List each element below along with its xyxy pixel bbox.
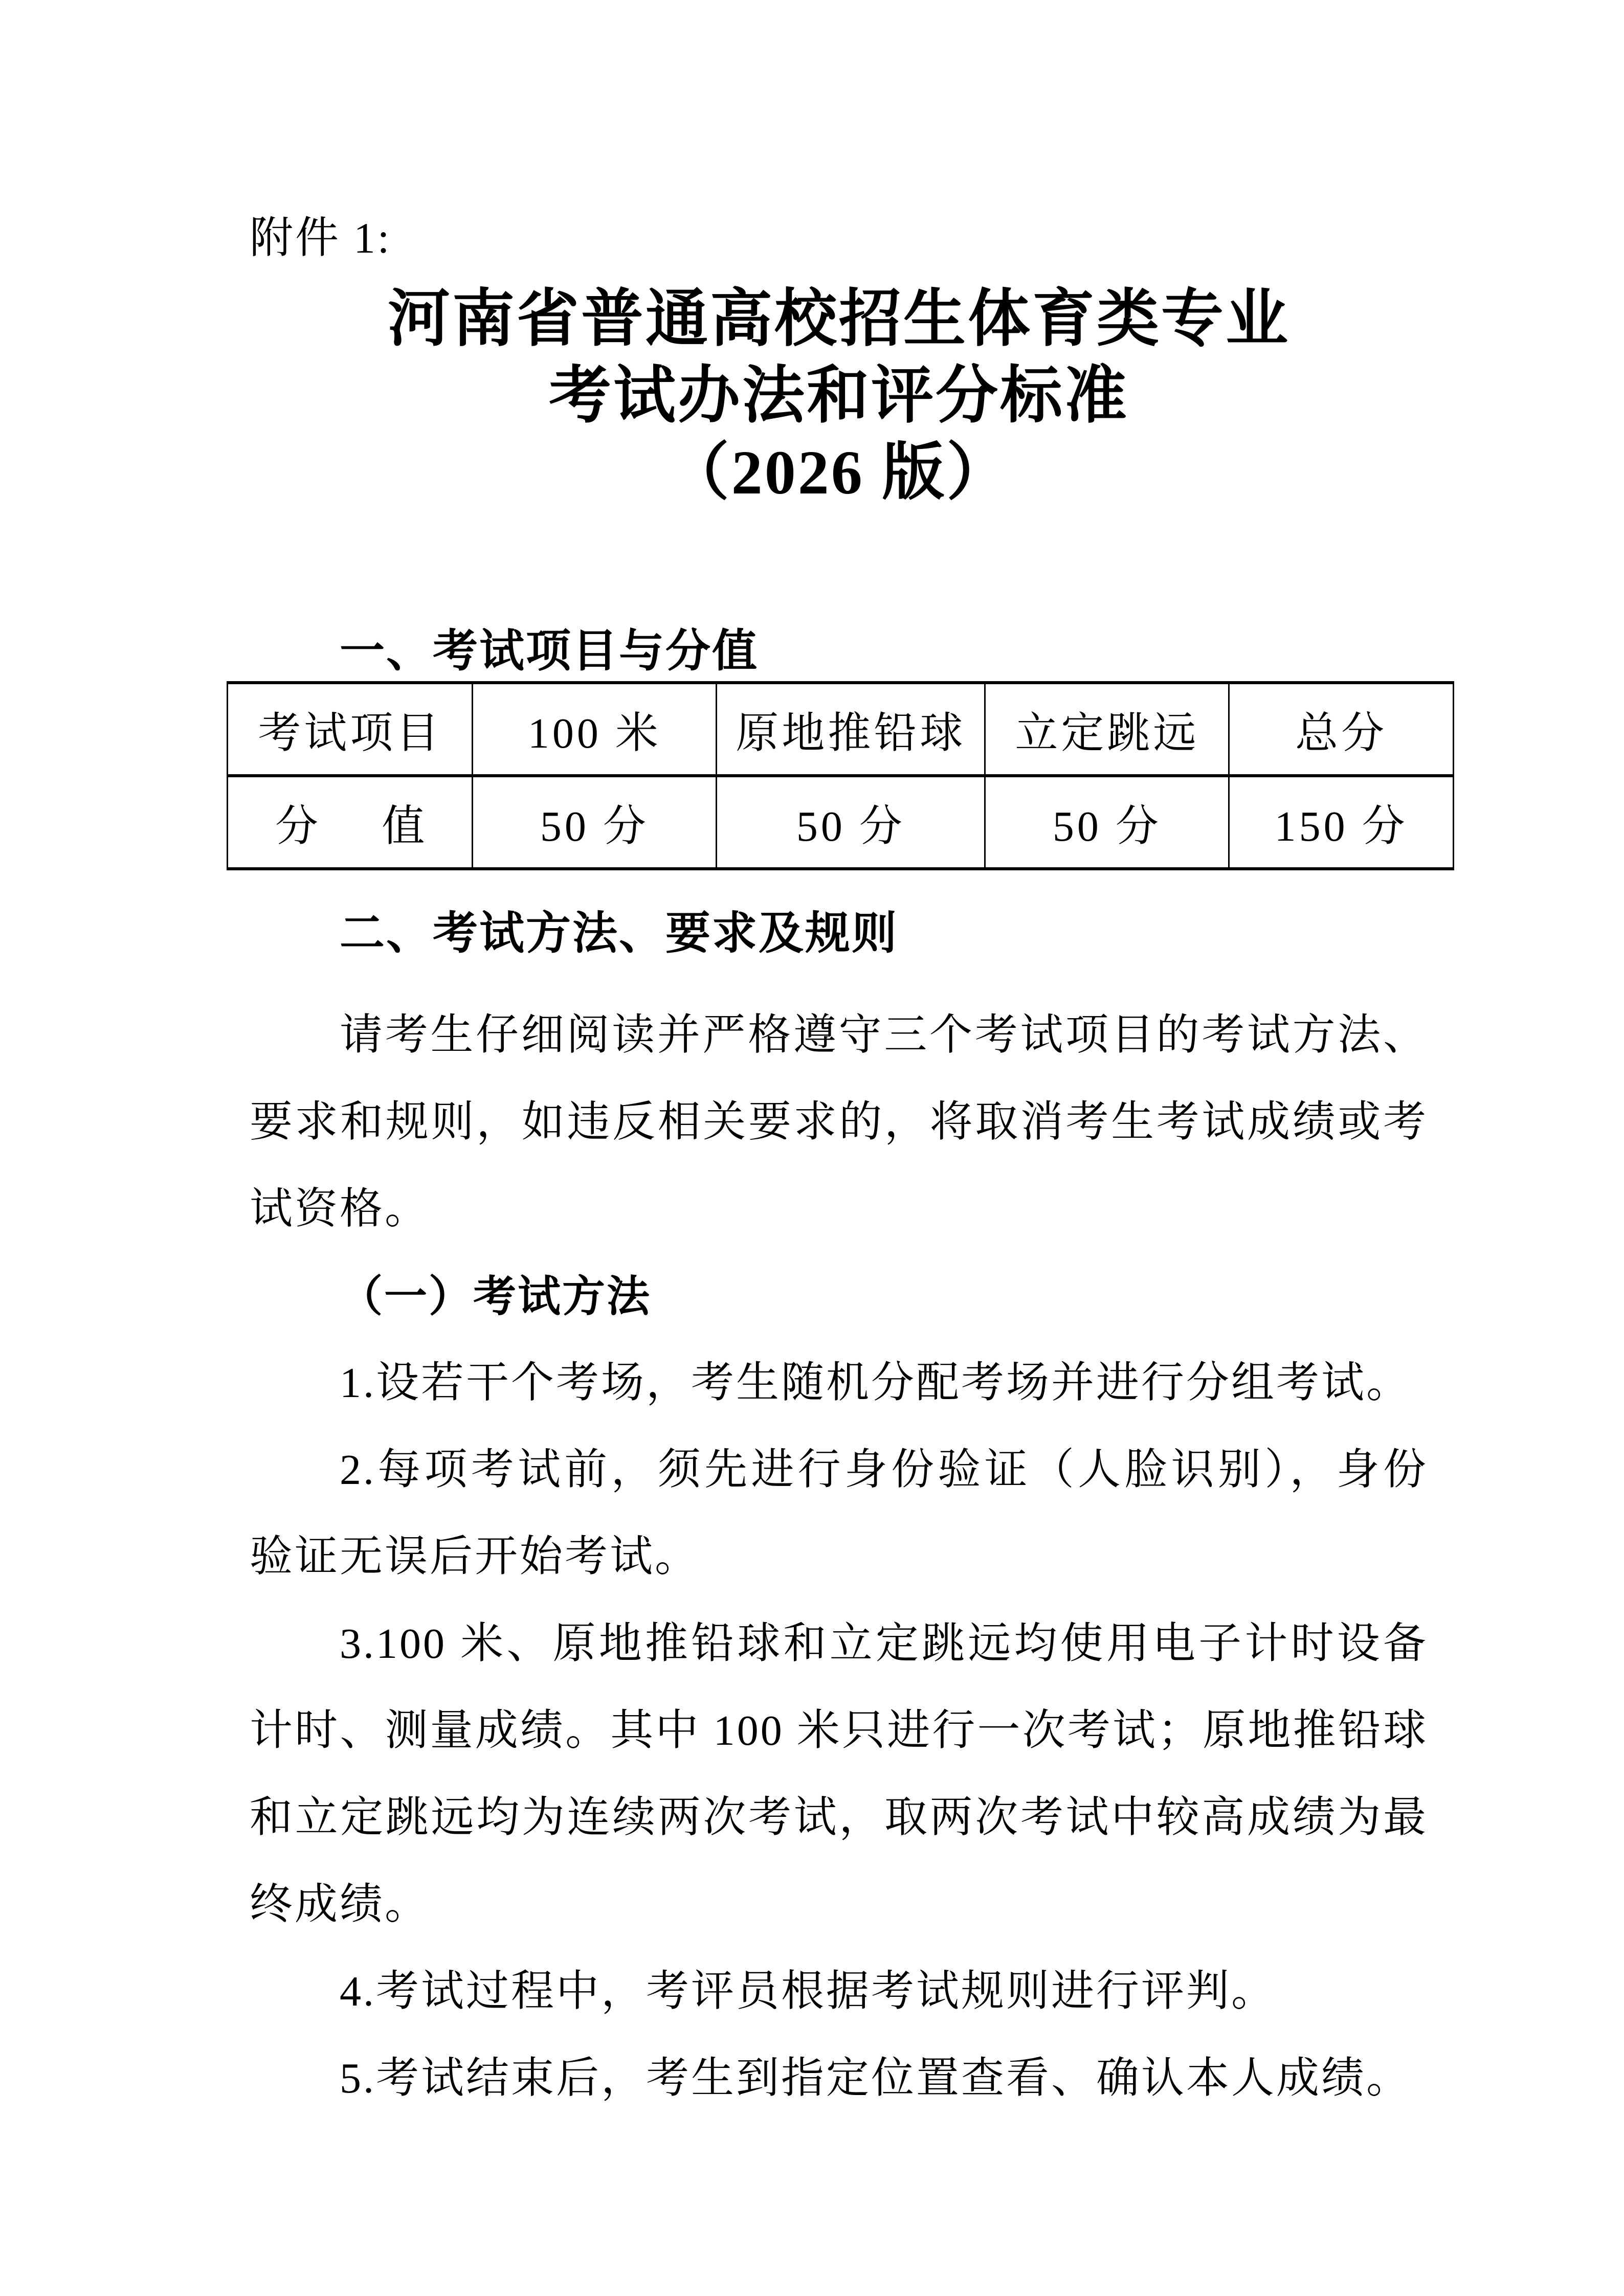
- text-line: 试资格。: [250, 1185, 430, 1233]
- document-title: [250, 281, 1428, 511]
- score-table: [227, 681, 1454, 870]
- text-line: 1.设若干个考场，考生随机分配考场并进行分组考试。: [340, 1359, 1412, 1407]
- score-label: [228, 792, 472, 853]
- value-cell-standing-jump: 50 分: [985, 776, 1229, 869]
- header-cell-total: 总分: [1229, 683, 1454, 776]
- text-line: 要求和规则，如违反相关要求的，将取消考生考试成绩或考: [250, 1098, 1428, 1146]
- score-label-right: 值: [382, 802, 425, 850]
- text-line: 计时、测量成绩。其中 100 米只进行一次考试；原地推铅球: [250, 1707, 1428, 1754]
- value-cell-shot-put: 50 分: [717, 776, 985, 869]
- header-cell-shot-put: 原地推铅球: [717, 683, 985, 776]
- text-line: 终成绩。: [250, 1881, 430, 1928]
- text-line: 4.考试过程中，考评员根据考试规则进行评判。: [340, 1968, 1277, 2015]
- text-line: 验证无误后开始考试。: [250, 1533, 700, 1581]
- title-line-1: 河南省普通高校招生体育类专业: [388, 285, 1290, 354]
- text-line: 请考生仔细阅读并严格遵守三个考试项目的考试方法、: [340, 1011, 1428, 1059]
- text-line: 5.考试结束后，考生到指定位置查看、确认本人成绩。: [340, 2055, 1412, 2102]
- table-value-row: [228, 776, 1454, 869]
- header-cell-standing-jump: 立定跳远: [985, 683, 1229, 776]
- body-text: [250, 992, 1428, 2122]
- attachment-label: 附件 1:: [250, 214, 392, 262]
- header-cell-100m: 100 米: [473, 683, 717, 776]
- text-line: 3.100 米、原地推铅球和立定跳远均使用电子计时设备: [340, 1620, 1428, 1668]
- header-cell-exam-items: 考试项目: [228, 683, 473, 776]
- score-label-left: 分: [275, 802, 319, 850]
- section-2-heading: 二、考试方法、要求及规则: [340, 908, 899, 958]
- value-cell-100m: 50 分: [473, 776, 717, 869]
- title-line-2: 考试办法和评分标准: [549, 362, 1129, 431]
- value-cell-total: 150 分: [1229, 776, 1454, 869]
- text-line: （一）考试方法: [340, 1272, 652, 1320]
- text-line: 和立定跳远均为连续两次考试，取两次考试中较高成绩为最: [250, 1794, 1428, 1841]
- value-cell-score-label: [228, 776, 473, 869]
- table-header-row: [228, 683, 1454, 776]
- section-1-heading: 一、考试项目与分值: [340, 625, 759, 676]
- text-line: 2.每项考试前，须先进行身份验证（人脸识别），身份: [340, 1446, 1428, 1494]
- title-line-3: （2026 版）: [666, 438, 1011, 507]
